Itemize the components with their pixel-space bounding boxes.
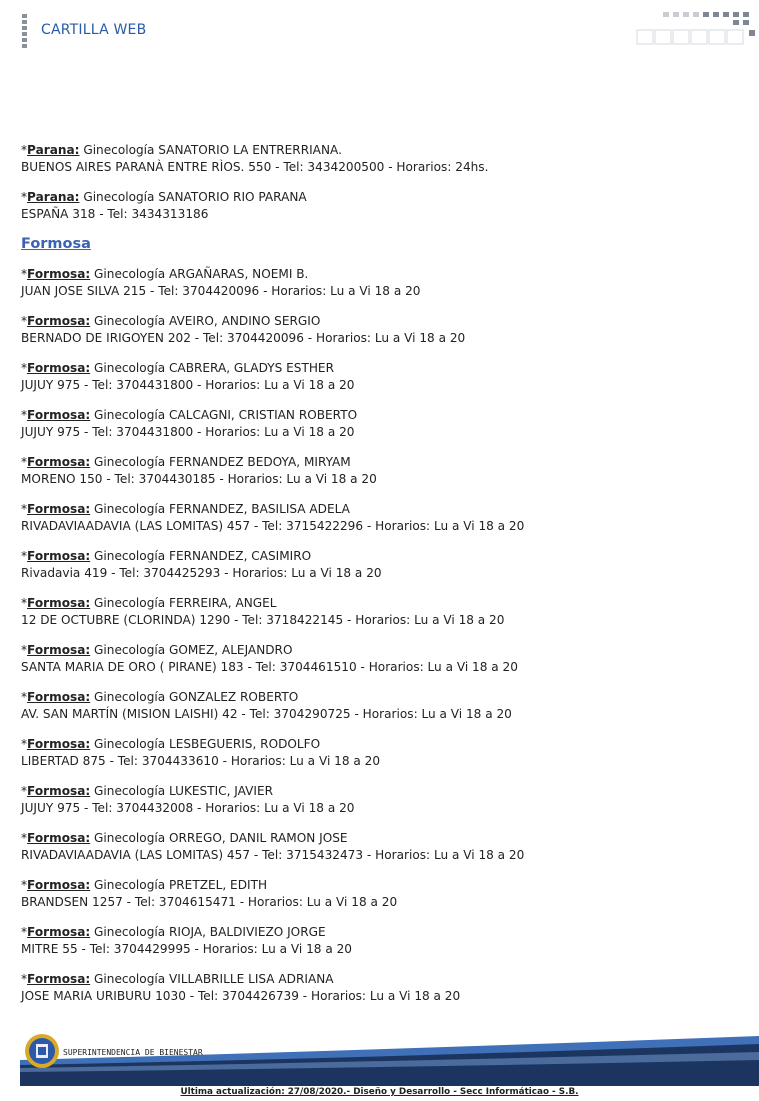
city-label: Formosa: bbox=[27, 831, 91, 845]
listing bbox=[21, 142, 741, 1018]
city-label: Formosa: bbox=[27, 455, 91, 469]
provider-name: Ginecología CALCAGNI, CRISTIAN ROBERTO bbox=[90, 408, 358, 422]
provider-address: JUJUY 975 - Tel: 3704431800 - Horarios: Lu a Vi 18 a 20 bbox=[21, 377, 355, 392]
city-label: Formosa: bbox=[27, 267, 91, 281]
provider-address: BERNADO DE IRIGOYEN 202 - Tel: 3704420096 - Horarios: Lu a Vi 18 a 20 bbox=[21, 330, 466, 345]
provider-address: ESPAÑA 318 - Tel: 3434313186 bbox=[21, 206, 209, 221]
provider-name: Ginecología RIOJA, BALDIVIEZO JORGE bbox=[90, 925, 326, 939]
list-item: *Formosa: Ginecología PRETZEL, EDITH BRANDSEN 1257 - Tel: 3704615471 - Horarios: Lu a Vi 18 a 20 bbox=[21, 877, 741, 910]
city-label: Parana: bbox=[27, 190, 80, 204]
provider-name: Ginecología VILLABRILLE LISA ADRIANA bbox=[90, 972, 334, 986]
city-label: Formosa: bbox=[27, 643, 91, 657]
list-item: *Formosa: Ginecología CALCAGNI, CRISTIAN ROBERTO JUJUY 975 - Tel: 3704431800 - Horarios: Lu a Vi 18 a 20 bbox=[21, 407, 741, 440]
list-item: *Formosa: Ginecología FERNANDEZ BEDOYA, MIRYAM MORENO 150 - Tel: 3704430185 - Horarios: Lu a Vi 18 a 20 bbox=[21, 454, 741, 487]
provider-address: RIVADAVIAADAVIA (LAS LOMITAS) 457 - Tel: 3715432473 - Horarios: Lu a Vi 18 a 20 bbox=[21, 847, 525, 862]
provider-name: Ginecología SANATORIO LA ENTRERRIANA. bbox=[79, 143, 342, 157]
list-item: *Parana: Ginecología SANATORIO LA ENTRERRIANA. BUENOS AIRES PARANÀ ENTRE RÌOS. 550 - Tel: 3434200500 - Horarios: 24hs. bbox=[21, 142, 741, 175]
list-item: *Formosa: Ginecología GONZALEZ ROBERTO AV. SAN MARTÍN (MISION LAISHI) 42 - Tel: 3704290725 - Horarios: Lu a Vi 18 a 20 bbox=[21, 689, 741, 722]
provider-address: JOSE MARIA URIBURU 1030 - Tel: 3704426739 - Horarios: Lu a Vi 18 a 20 bbox=[21, 988, 461, 1003]
organization-name: SUPERINTENDENCIA DE BIENESTAR bbox=[63, 1048, 203, 1057]
list-item: *Formosa: Ginecología FERNANDEZ, CASIMIRO Rivadavia 419 - Tel: 3704425293 - Horarios: Lu a Vi 18 a 20 bbox=[21, 548, 741, 581]
provider-address: MITRE 55 - Tel: 3704429995 - Horarios: Lu a Vi 18 a 20 bbox=[21, 941, 352, 956]
header-decoration-icon bbox=[635, 10, 757, 46]
list-item: *Formosa: Ginecología ORREGO, DANIL RAMON JOSE RIVADAVIAADAVIA (LAS LOMITAS) 457 - Tel: 3715432473 - Horarios: Lu a Vi 18 a 20 bbox=[21, 830, 741, 863]
list-item: *Formosa: Ginecología GOMEZ, ALEJANDRO SANTA MARIA DE ORO ( PIRANE) 183 - Tel: 3704461510 - Horarios: Lu a Vi 18 a 20 bbox=[21, 642, 741, 675]
provider-name: Ginecología ARGAÑARAS, NOEMI B. bbox=[90, 267, 309, 281]
provider-address: LIBERTAD 875 - Tel: 3704433610 - Horarios: Lu a Vi 18 a 20 bbox=[21, 753, 381, 768]
city-label: Formosa: bbox=[27, 596, 91, 610]
section-title: Formosa bbox=[21, 236, 91, 252]
city-label: Formosa: bbox=[27, 408, 91, 422]
city-label: Formosa: bbox=[27, 502, 91, 516]
city-label: Formosa: bbox=[27, 314, 91, 328]
list-item: *Formosa: Ginecología FERREIRA, ANGEL 12 DE OCTUBRE (CLORINDA) 1290 - Tel: 3718422145 - Horarios: Lu a Vi 18 a 20 bbox=[21, 595, 741, 628]
list-item: *Formosa: Ginecología LUKESTIC, JAVIER JUJUY 975 - Tel: 3704432008 - Horarios: Lu a Vi 18 a 20 bbox=[21, 783, 741, 816]
provider-name: Ginecología FERREIRA, ANGEL bbox=[90, 596, 277, 610]
footer-update-text: Ultima actualización: 27/08/2020.- Diseño y Desarrollo - Secc Informáticao - S.B. bbox=[180, 1087, 579, 1097]
list-item: *Formosa: Ginecología LESBEGUERIS, RODOLFO LIBERTAD 875 - Tel: 3704433610 - Horarios: Lu a Vi 18 a 20 bbox=[21, 736, 741, 769]
provider-name: Ginecología GONZALEZ ROBERTO bbox=[90, 690, 299, 704]
provider-address: BUENOS AIRES PARANÀ ENTRE RÌOS. 550 - Tel: 3434200500 - Horarios: 24hs. bbox=[21, 159, 489, 174]
footer-band bbox=[0, 1028, 759, 1090]
list-item: *Formosa: Ginecología VILLABRILLE LISA ADRIANA JOSE MARIA URIBURU 1030 - Tel: 3704426739 - Horarios: Lu a Vi 18 a 20 bbox=[21, 971, 741, 1004]
provider-address: JUJUY 975 - Tel: 3704431800 - Horarios: Lu a Vi 18 a 20 bbox=[21, 424, 355, 439]
city-label: Formosa: bbox=[27, 925, 91, 939]
provider-address: SANTA MARIA DE ORO ( PIRANE) 183 - Tel: 3704461510 - Horarios: Lu a Vi 18 a 20 bbox=[21, 659, 518, 674]
provider-name: Ginecología SANATORIO RIO PARANA bbox=[79, 190, 307, 204]
provider-address: MORENO 150 - Tel: 3704430185 - Horarios: Lu a Vi 18 a 20 bbox=[21, 471, 377, 486]
provider-address: 12 DE OCTUBRE (CLORINDA) 1290 - Tel: 3718422145 - Horarios: Lu a Vi 18 a 20 bbox=[21, 612, 505, 627]
provider-name: Ginecología GOMEZ, ALEJANDRO bbox=[90, 643, 293, 657]
provider-address: RIVADAVIAADAVIA (LAS LOMITAS) 457 - Tel: 3715422296 - Horarios: Lu a Vi 18 a 20 bbox=[21, 518, 525, 533]
city-label: Formosa: bbox=[27, 878, 91, 892]
provider-address: BRANDSEN 1257 - Tel: 3704615471 - Horarios: Lu a Vi 18 a 20 bbox=[21, 894, 398, 909]
provider-name: Ginecología CABRERA, GLADYS ESTHER bbox=[90, 361, 334, 375]
provider-name: Ginecología FERNANDEZ BEDOYA, MIRYAM bbox=[90, 455, 351, 469]
provider-name: Ginecología LUKESTIC, JAVIER bbox=[90, 784, 274, 798]
provider-address: JUJUY 975 - Tel: 3704432008 - Horarios: Lu a Vi 18 a 20 bbox=[21, 800, 355, 815]
list-item: *Formosa: Ginecología CABRERA, GLADYS ESTHER JUJUY 975 - Tel: 3704431800 - Horarios: Lu a Vi 18 a 20 bbox=[21, 360, 741, 393]
provider-address: JUAN JOSE SILVA 215 - Tel: 3704420096 - Horarios: Lu a Vi 18 a 20 bbox=[21, 283, 421, 298]
list-item: *Formosa: Ginecología FERNANDEZ, BASILISA ADELA RIVADAVIAADAVIA (LAS LOMITAS) 457 - Tel: 3715422296 - Horarios: Lu a Vi 18 a 20 bbox=[21, 501, 741, 534]
city-label: Formosa: bbox=[27, 784, 91, 798]
city-label: Formosa: bbox=[27, 361, 91, 375]
city-label: Formosa: bbox=[27, 972, 91, 986]
provider-name: Ginecología LESBEGUERIS, RODOLFO bbox=[90, 737, 321, 751]
seal-logo-icon bbox=[24, 1033, 60, 1069]
provider-name: Ginecología PRETZEL, EDITH bbox=[90, 878, 268, 892]
provider-name: Ginecología AVEIRO, ANDINO SERGIO bbox=[90, 314, 321, 328]
list-item: *Formosa: Ginecología RIOJA, BALDIVIEZO JORGE MITRE 55 - Tel: 3704429995 - Horarios: Lu a Vi 18 a 20 bbox=[21, 924, 741, 957]
provider-name: Ginecología FERNANDEZ, CASIMIRO bbox=[90, 549, 312, 563]
list-item: *Formosa: Ginecología AVEIRO, ANDINO SERGIO BERNADO DE IRIGOYEN 202 - Tel: 3704420096 - Horarios: Lu a Vi 18 a 20 bbox=[21, 313, 741, 346]
provider-address: Rivadavia 419 - Tel: 3704425293 - Horarios: Lu a Vi 18 a 20 bbox=[21, 565, 382, 580]
city-label: Formosa: bbox=[27, 690, 91, 704]
list-item: *Formosa: Ginecología ARGAÑARAS, NOEMI B. JUAN JOSE SILVA 215 - Tel: 3704420096 - Horarios: Lu a Vi 18 a 20 bbox=[21, 266, 741, 299]
provider-name: Ginecología FERNANDEZ, BASILISA ADELA bbox=[90, 502, 350, 516]
header-bar-icon bbox=[22, 14, 27, 48]
city-label: Parana: bbox=[27, 143, 80, 157]
provider-address: AV. SAN MARTÍN (MISION LAISHI) 42 - Tel: 3704290725 - Horarios: Lu a Vi 18 a 20 bbox=[21, 706, 512, 721]
list-item: *Parana: Ginecología SANATORIO RIO PARANA ESPAÑA 318 - Tel: 3434313186 bbox=[21, 189, 741, 222]
city-label: Formosa: bbox=[27, 737, 91, 751]
city-label: Formosa: bbox=[27, 549, 91, 563]
provider-name: Ginecología ORREGO, DANIL RAMON JOSE bbox=[90, 831, 348, 845]
header-title: CARTILLA WEB bbox=[41, 22, 147, 38]
